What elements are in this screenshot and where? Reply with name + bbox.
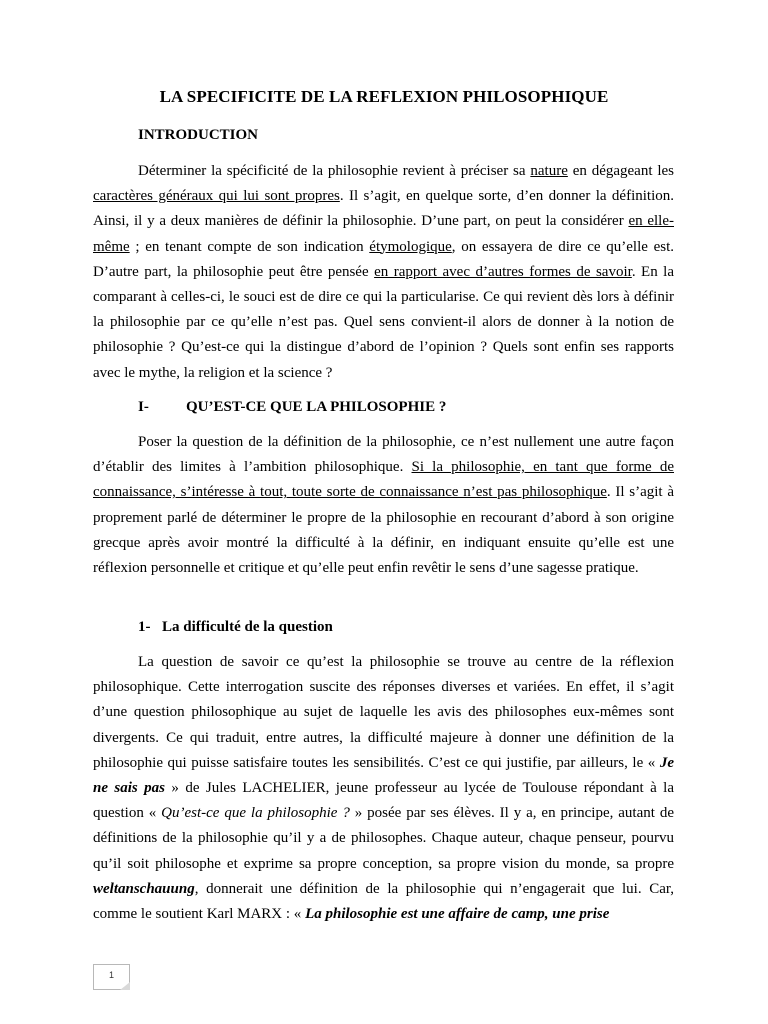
underlined-text: caractères généraux qui lui sont propres	[93, 188, 340, 205]
section-title: QU’EST-CE QUE LA PHILOSOPHIE ?	[186, 399, 447, 415]
underlined-text: nature	[530, 163, 568, 179]
document-title: LA SPECIFICITE DE LA REFLEXION PHILOSOPHIQUE	[159, 87, 609, 106]
text-run: . Il s’agit à proprement parlé de déterminer le propre de la philosophie en recourant d’abord à son origine grecque après avoir montré la difficulté à la définir, en indiquant ensuite qu’elle est une réflexion personnelle et critique et qu’elle peut enfin revêtir le sens d’une sagesse pratique.	[93, 484, 674, 577]
text-run: . En la comparant à celles-ci, le souci est de dire ce qui la particularise. Ce qui revient dès lors à définir la philosophie par ce qu’elle n’est pas. Quel sens convient-il alors de donner à la notion de philosophie ? Qu’est-ce qui la distingue d’abord de l’opinion ? Quels sont enfin ses rapports avec le mythe, la religion et la science ?	[93, 263, 674, 381]
subsection-paragraph	[93, 650, 674, 927]
text-run: , on essayera de dire ce qu’elle est. D’autre part, la philosophie peut être pensée	[93, 238, 675, 280]
bold-italic-text: Je ne sais pas	[93, 754, 674, 797]
page-number-box	[93, 964, 130, 990]
text-run: , donnerait une définition de la philosophie qui n’engagerait que lui. Car, comme le soutient Karl MARX : «	[93, 880, 674, 923]
text-run: ; en tenant compte de son indication	[129, 238, 370, 255]
text-run: » posée par ses élèves. Il y a, en principe, autant de définitions de la philosophie qu’il y a de philosophes. Chaque auteur, chaque penseur, pourvu qu’il soit philosophe et exprime sa propre conception, sa propre vision du monde, sa propre	[93, 805, 674, 872]
underlined-text: étymologique	[369, 238, 452, 255]
text-run: Déterminer la spécificité de la philosophie revient à préciser sa	[138, 163, 531, 179]
underlined-text: en elle-même	[93, 213, 674, 255]
introduction-heading: INTRODUCTION	[138, 127, 259, 143]
page-number: 1	[108, 970, 114, 980]
text-run: Poser la question de la définition de la philosophie, ce n’est nullement une autre façon d’établir des limites à l’ambition philosophique.	[93, 434, 674, 476]
subsection-number: 1-	[138, 619, 151, 635]
underlined-text: Si la philosophie, en tant que forme de connaissance, s’intéresse à tout, toute sorte de connaissance n’est pas philosophique	[93, 459, 674, 501]
section-paragraph	[93, 430, 674, 581]
subsection-heading	[138, 617, 333, 637]
section-number: I-	[138, 399, 149, 415]
text-run: La question de savoir ce qu’est la philosophie se trouve au centre de la réflexion philosophique. Cette interrogation suscite des réponses diverses et variées. En effet, il s’agit d’une question philosophique au sujet de laquelle les avis des philosophes eux-mêmes sont divergents. Ce qui traduit, entre autres, la difficulté majeure à donner une définition de la philosophie qui puisse satisfaire toutes les sensibilités. C’est ce qui justifie, par ailleurs, le «	[93, 654, 674, 771]
underlined-text: en rapport avec d’autres formes de savoir	[374, 263, 632, 280]
introduction-paragraph	[93, 159, 674, 386]
text-run: . Il s’agit, en quelque sorte, d’en donner la définition. Ainsi, il y a deux manières de définir la philosophie. D’une part, on peut la considérer	[93, 188, 674, 230]
subsection-title: La difficulté de la question	[162, 619, 333, 635]
page-fold-icon	[120, 982, 130, 990]
section-heading	[138, 397, 446, 417]
italic-text: Qu’est-ce que la philosophie ?	[161, 805, 350, 822]
text-run: en dégageant les	[567, 163, 674, 179]
text-run: » de Jules LACHELIER, jeune professeur au lycée de Toulouse répondant à la question «	[93, 780, 674, 822]
bold-italic-text: weltanschauung	[93, 880, 195, 897]
bold-italic-text: La philosophie est une affaire de camp, une prise	[305, 906, 610, 923]
